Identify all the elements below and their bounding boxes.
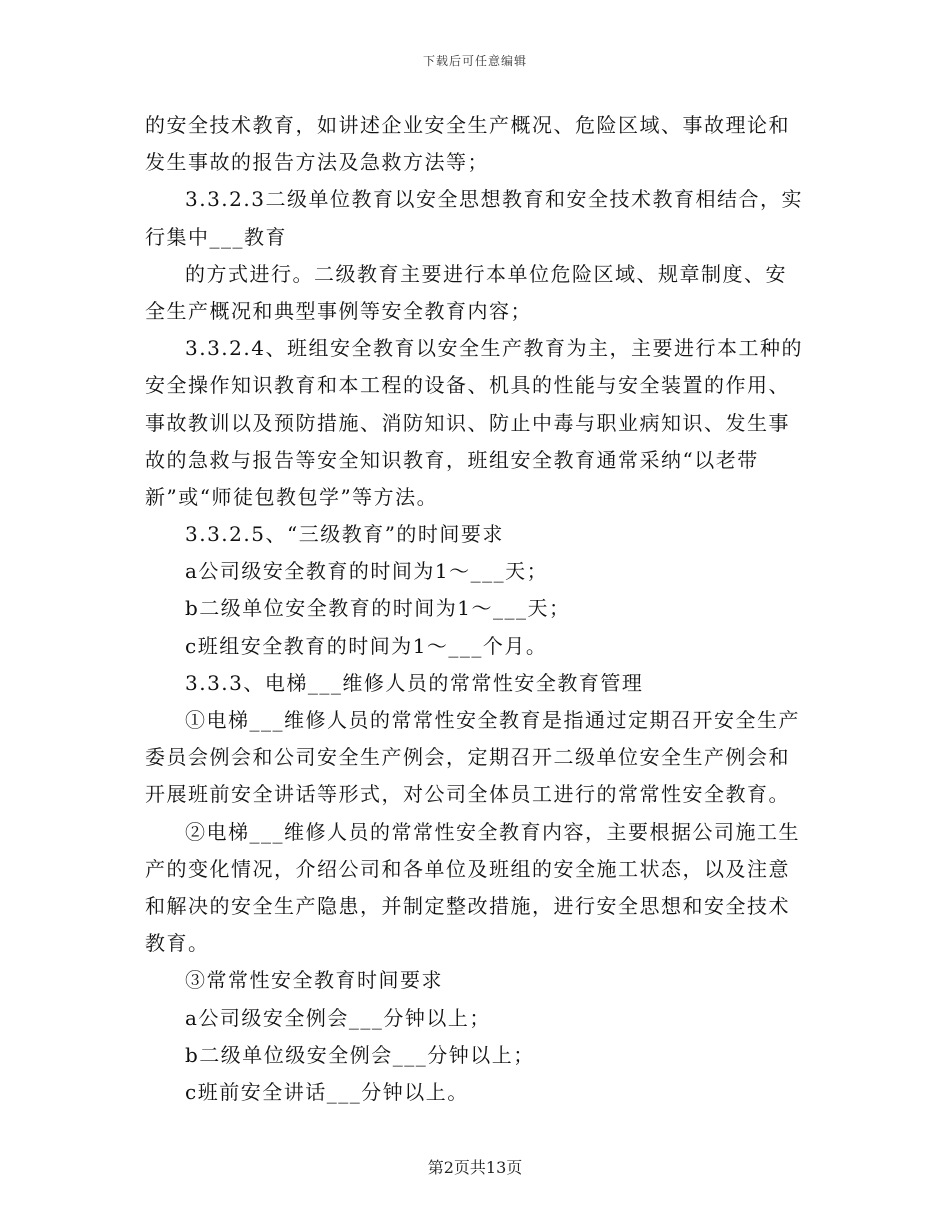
text-line: 全生产概况和典型事例等安全教育内容；: [145, 298, 532, 323]
text-line: 事故教训以及预防措施、消防知识、防止中毒与职业病知识、发生事: [145, 410, 790, 435]
text-line: 行集中___教育: [145, 224, 287, 249]
text-line: 3.3.3、电梯___维修人员的常常性安全教育管理: [185, 670, 644, 695]
text-line: 教育。: [145, 931, 210, 956]
page-footer: 第2页共13页: [427, 1158, 523, 1177]
text-line: 3.3.2.4、班组安全教育以安全生产教育为主，主要进行本工种的: [185, 336, 803, 361]
text-line: 的方式进行。二级教育主要进行本单位危险区域、规章制度、安: [185, 261, 787, 286]
text-line: 故的急救与报告等安全知识教育，班组安全教育通常采纳“以老带: [145, 447, 759, 472]
text-line: ②电梯___维修人员的常常性安全教育内容，主要根据公司施工生: [185, 819, 800, 844]
document-body: [145, 107, 815, 1111]
text-line: 的安全技术教育，如讲述企业安全生产概况、危险区域、事故理论和: [145, 113, 790, 137]
text-line: a公司级安全例会___分钟以上；: [185, 1005, 491, 1030]
text-line: ③常常性安全教育时间要求: [185, 968, 443, 993]
text-line: ①电梯___维修人员的常常性安全教育是指通过定期召开安全生产: [185, 708, 800, 732]
text-line: 委员会例会和公司安全生产例会，定期召开二级单位安全生产例会和: [145, 745, 790, 770]
text-line: c班前安全讲话___分钟以上。: [185, 1079, 469, 1104]
text-line: 新”或“师徒包教包学”等方法。: [145, 484, 439, 509]
text-line: 安全操作知识教育和本工程的设备、机具的性能与安全装置的作用、: [145, 373, 790, 398]
text-line: c班组安全教育的时间为1～___个月。: [185, 633, 548, 658]
page-header: 下载后可任意编辑: [422, 54, 527, 68]
text-line: b二级单位级安全例会___分钟以上；: [185, 1042, 535, 1067]
text-line: 3.3.2.3二级单位教育以安全思想教育和安全技术教育相结合，实: [185, 187, 803, 212]
text-line: 发生事故的报告方法及急救方法等；: [145, 150, 489, 175]
text-line: 和解决的安全生产隐患，并制定整改措施，进行安全思想和安全技术: [145, 893, 790, 918]
text-line: 产的变化情况，介绍公司和各单位及班组的安全施工状态，以及注意: [145, 856, 790, 881]
text-line: 3.3.2.5、“三级教育”的时间要求: [185, 522, 504, 547]
text-line: a公司级安全教育的时间为1～___天；: [185, 559, 549, 584]
text-line: b二级单位安全教育的时间为1～___天；: [185, 596, 571, 621]
text-line: 开展班前安全讲话等形式，对公司全体员工进行的常常性安全教育。: [145, 782, 790, 807]
